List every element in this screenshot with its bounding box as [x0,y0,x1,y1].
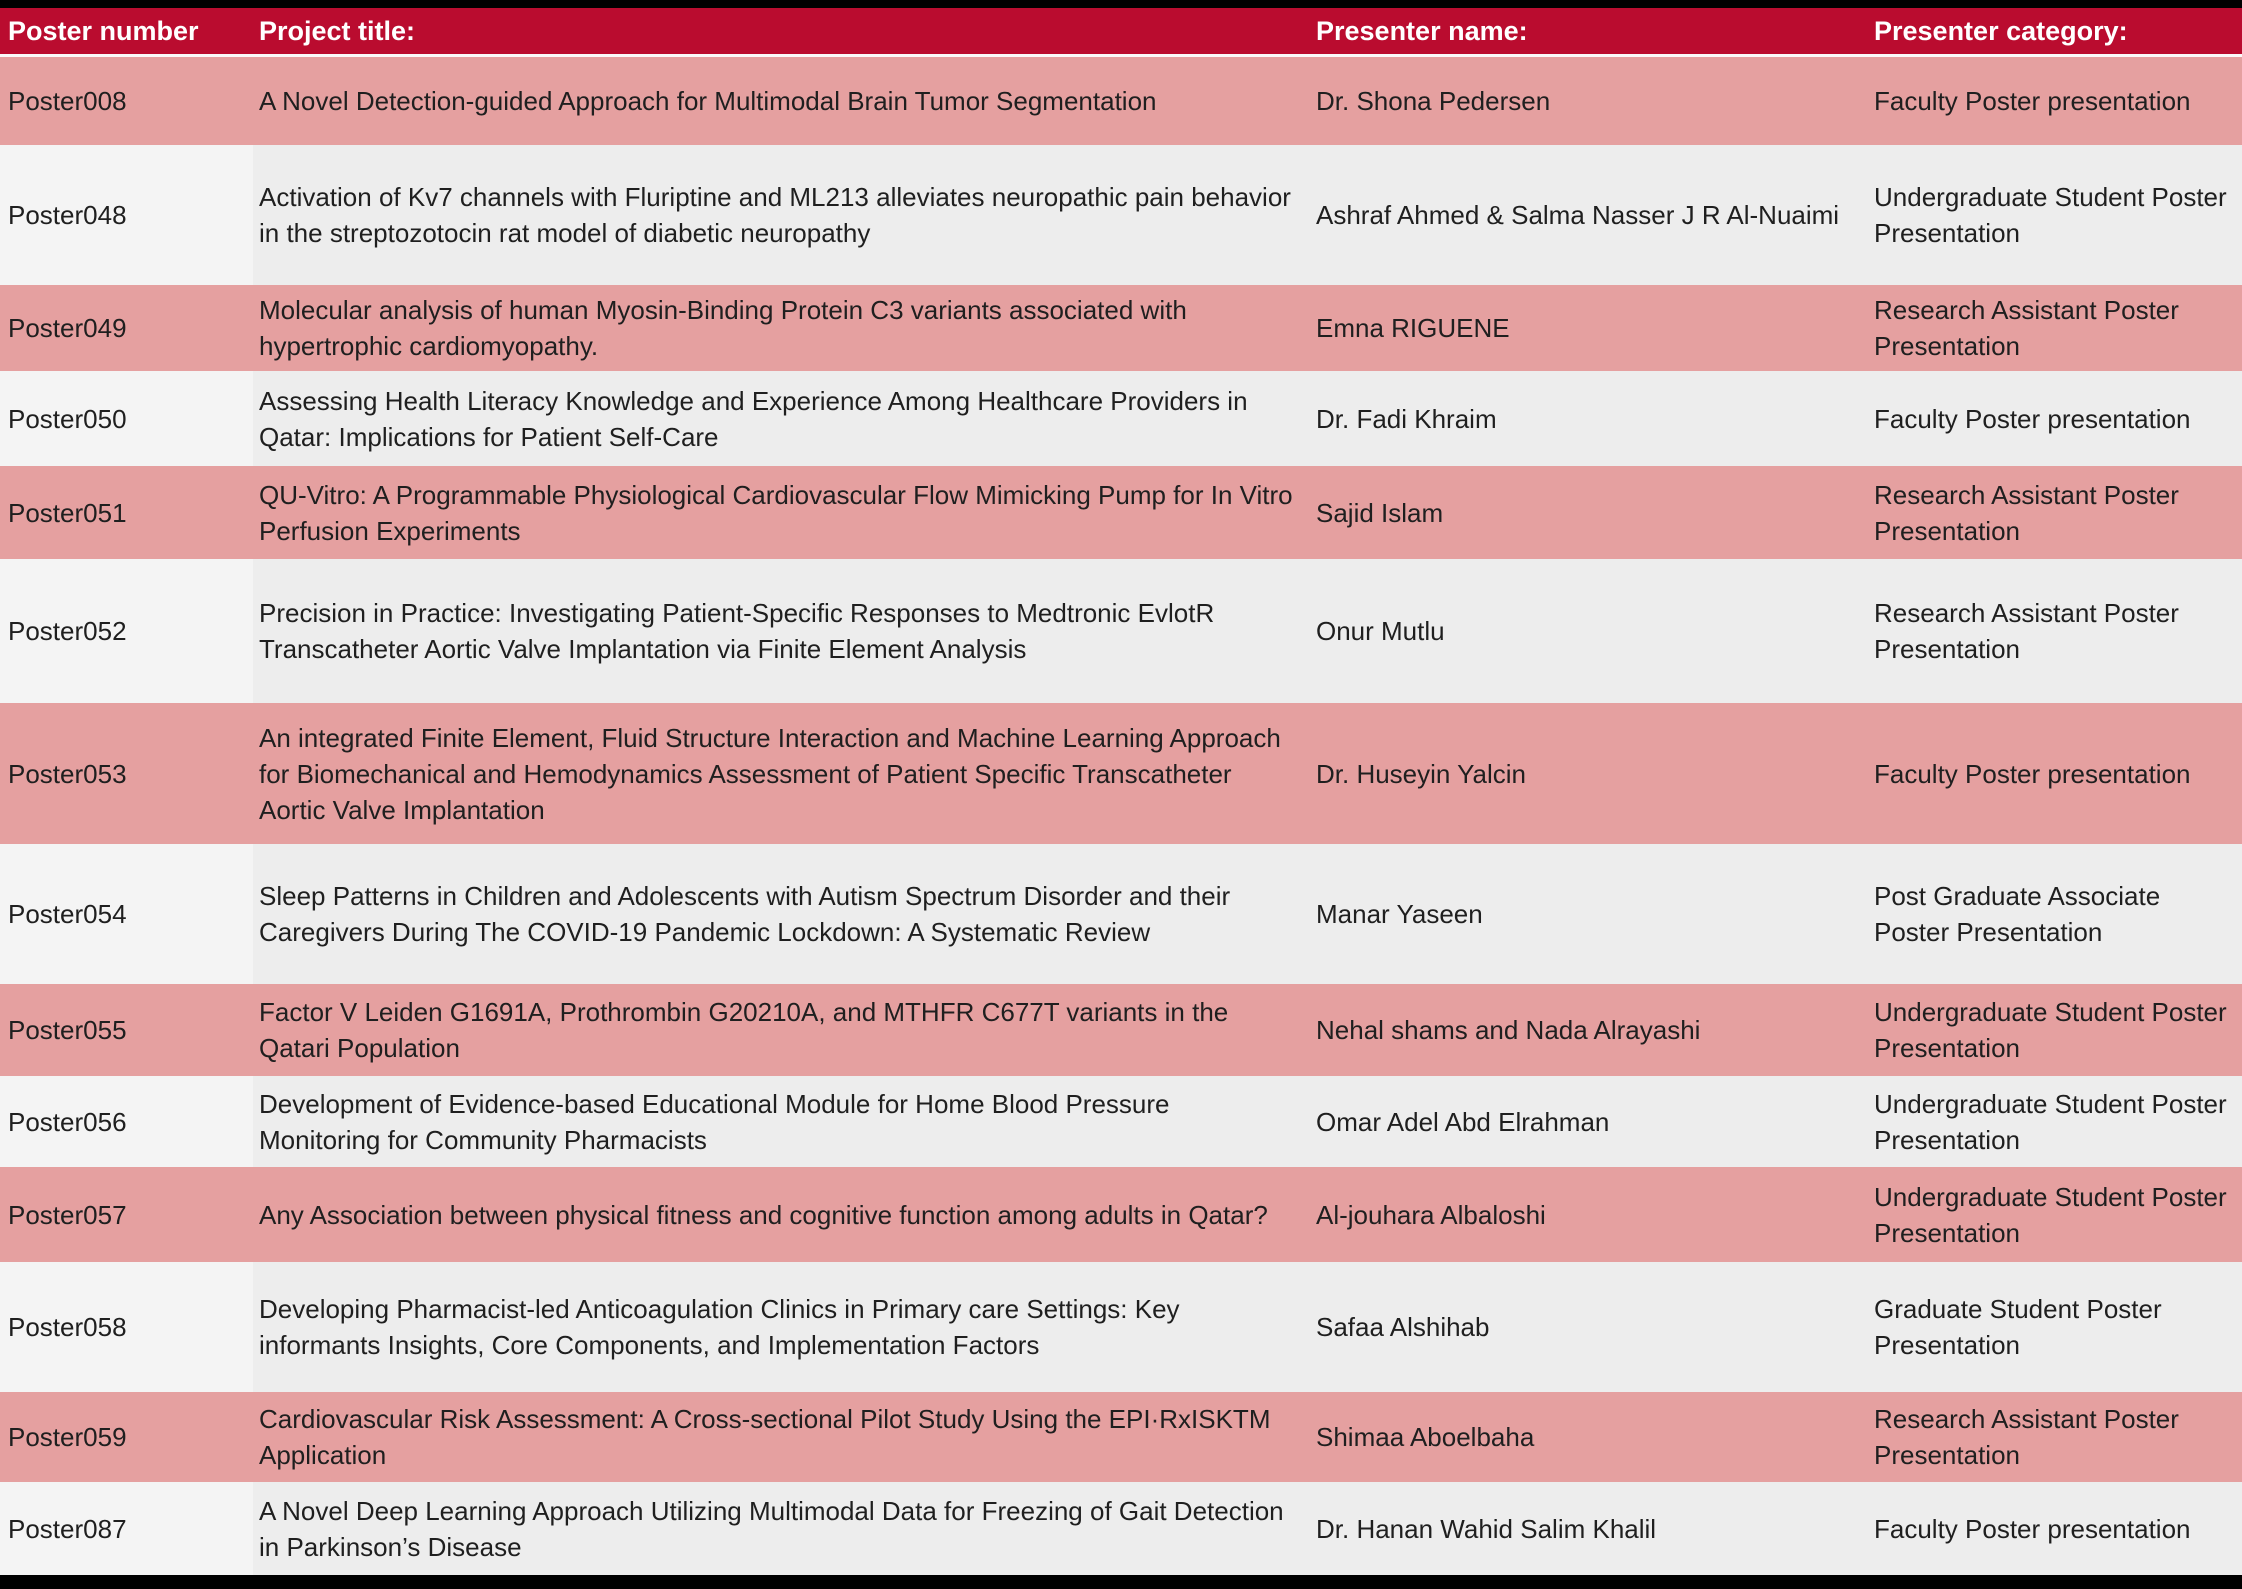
presenter-name: Omar Adel Abd Elrahman [1310,1076,1868,1167]
top-black-bar [0,0,2242,8]
presenter-category: Faculty Poster presentation [1868,1482,2242,1575]
table-row [0,703,2242,844]
poster-number: Poster051 [0,466,253,559]
presenter-name: Manar Yaseen [1310,844,1868,984]
table-row [0,1262,2242,1392]
presenter-category: Faculty Poster presentation [1868,703,2242,844]
presenter-category: Faculty Poster presentation [1868,57,2242,145]
presenter-name: Onur Mutlu [1310,559,1868,703]
column-header-presenter-category: Presenter category: [1874,15,2128,46]
table-row [0,1482,2242,1575]
project-title: Sleep Patterns in Children and Adolescents with Autism Spectrum Disorder and their Caregivers During The COVID-19 Pandemic Lockdown: A Systematic Review [253,844,1310,984]
project-title: Any Association between physical fitness and cognitive function among adults in Qatar? [253,1167,1310,1262]
table-row [0,844,2242,984]
presenter-category: Research Assistant Poster Presentation [1868,559,2242,703]
table-row [0,145,2242,285]
project-title: Development of Evidence-based Educational Module for Home Blood Pressure Monitoring for Community Pharmacists [253,1076,1310,1167]
presenter-category: Undergraduate Student Poster Presentation [1868,1167,2242,1262]
presenter-name: Shimaa Aboelbaha [1310,1392,1868,1482]
bottom-black-bar [0,1575,2242,1589]
presenter-category: Undergraduate Student Poster Presentation [1868,145,2242,285]
column-header-poster-number: Poster number [8,15,199,46]
table-header [0,8,2242,57]
presenter-name: Emna RIGUENE [1310,285,1868,371]
presenter-category: Research Assistant Poster Presentation [1868,466,2242,559]
column-header-presenter-name: Presenter name: [1316,15,1528,46]
project-title: Developing Pharmacist-led Anticoagulation Clinics in Primary care Settings: Key informants Insights, Core Components, and Implementation Factors [253,1262,1310,1392]
table-row [0,1167,2242,1262]
column-header-project-title: Project title: [259,15,416,46]
presenter-category: Undergraduate Student Poster Presentation [1868,1076,2242,1167]
presenter-name: Dr. Huseyin Yalcin [1310,703,1868,844]
table-row [0,559,2242,703]
presenter-name: Dr. Hanan Wahid Salim Khalil [1310,1482,1868,1575]
table-row [0,984,2242,1076]
poster-number: Poster050 [0,371,253,466]
presenter-name: Dr. Fadi Khraim [1310,371,1868,466]
poster-number: Poster059 [0,1392,253,1482]
presenter-category: Research Assistant Poster Presentation [1868,1392,2242,1482]
project-title: Cardiovascular Risk Assessment: A Cross-sectional Pilot Study Using the EPI·RxISKTM Application [253,1392,1310,1482]
presenter-name: Dr. Shona Pedersen [1310,57,1868,145]
project-title: A Novel Detection-guided Approach for Multimodal Brain Tumor Segmentation [253,57,1310,145]
presenter-category: Graduate Student Poster Presentation [1868,1262,2242,1392]
table-row [0,57,2242,145]
presenter-category: Faculty Poster presentation [1868,371,2242,466]
poster-number: Poster052 [0,559,253,703]
presenter-category: Research Assistant Poster Presentation [1868,285,2242,371]
project-title: Assessing Health Literacy Knowledge and Experience Among Healthcare Providers in Qatar: Implications for Patient Self-Care [253,371,1310,466]
poster-number: Poster057 [0,1167,253,1262]
poster-number: Poster056 [0,1076,253,1167]
presenter-name: Sajid Islam [1310,466,1868,559]
table-row [0,371,2242,466]
presenter-name: Safaa Alshihab [1310,1262,1868,1392]
presenter-name: Nehal shams and Nada Alrayashi [1310,984,1868,1076]
poster-number: Poster087 [0,1482,253,1575]
presenter-name: Ashraf Ahmed & Salma Nasser J R Al-Nuaimi [1310,145,1868,285]
table-row [0,1392,2242,1482]
presenter-category: Post Graduate Associate Poster Presentation [1868,844,2242,984]
table-row [0,285,2242,371]
project-title: Molecular analysis of human Myosin-Binding Protein C3 variants associated with hypertrophic cardiomyopathy. [253,285,1310,371]
project-title: Precision in Practice: Investigating Patient-Specific Responses to Medtronic EvlotR Transcatheter Aortic Valve Implantation via Finite Element Analysis [253,559,1310,703]
project-title: An integrated Finite Element, Fluid Structure Interaction and Machine Learning Approach for Biomechanical and Hemodynamics Assessment of Patient Specific Transcatheter Aortic Valve Implantation [253,703,1310,844]
presenter-category: Undergraduate Student Poster Presentation [1868,984,2242,1076]
project-title: Activation of Kv7 channels with Fluriptine and ML213 alleviates neuropathic pain behavior in the streptozotocin rat model of diabetic neuropathy [253,145,1310,285]
table-row [0,466,2242,559]
project-title: A Novel Deep Learning Approach Utilizing Multimodal Data for Freezing of Gait Detection in Parkinson’s Disease [253,1482,1310,1575]
table-row [0,1076,2242,1167]
poster-number: Poster008 [0,57,253,145]
project-title: Factor V Leiden G1691A, Prothrombin G20210A, and MTHFR C677T variants in the Qatari Population [253,984,1310,1076]
poster-number: Poster049 [0,285,253,371]
poster-number: Poster053 [0,703,253,844]
project-title: QU-Vitro: A Programmable Physiological Cardiovascular Flow Mimicking Pump for In Vitro Perfusion Experiments [253,466,1310,559]
poster-number: Poster055 [0,984,253,1076]
poster-number: Poster058 [0,1262,253,1392]
presenter-name: Al-jouhara Albaloshi [1310,1167,1868,1262]
poster-number: Poster048 [0,145,253,285]
poster-number: Poster054 [0,844,253,984]
